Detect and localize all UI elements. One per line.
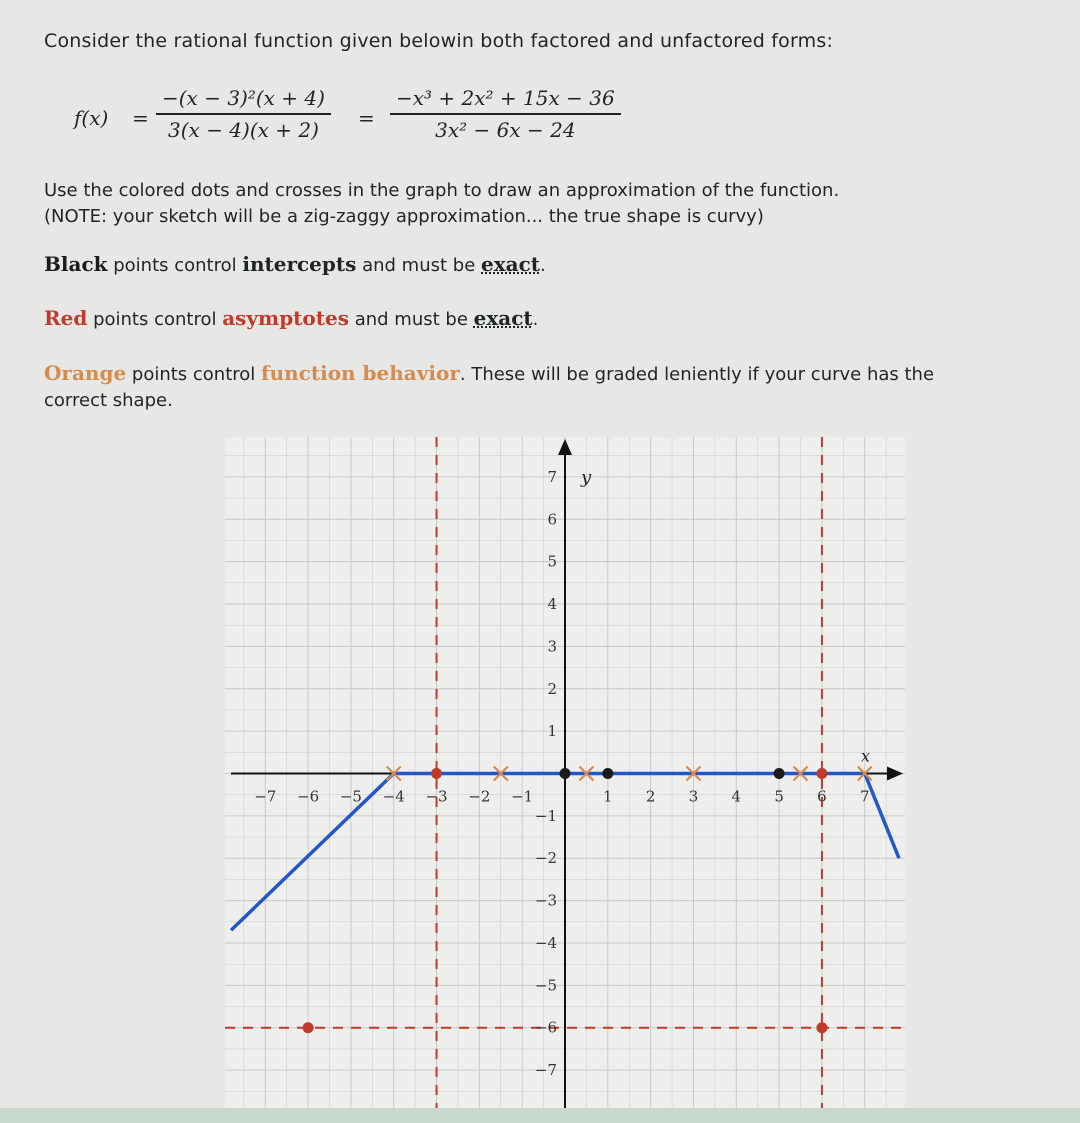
rule-black-middle: points control <box>107 255 243 276</box>
factored-fraction <box>156 86 331 142</box>
black-intercept-point[interactable] <box>602 768 613 779</box>
factored-numerator: −(x − 3)²(x + 4) <box>162 86 325 110</box>
x-tick-label: −5 <box>339 787 362 806</box>
y-tick-label: 5 <box>547 552 557 571</box>
black-intercept-point[interactable] <box>560 768 571 779</box>
red-asymptote-point[interactable] <box>303 1022 314 1033</box>
red-asymptote-point[interactable] <box>816 1022 827 1033</box>
intro-text: Consider the rational function given belowin both factored and unfactored forms: <box>44 30 834 52</box>
instructions <box>44 178 839 230</box>
rule-red-target: asymptotes <box>222 306 349 330</box>
x-tick-label: −4 <box>382 787 405 806</box>
rule-orange-middle: points control <box>126 364 262 385</box>
function-name: f(x) <box>74 106 109 130</box>
rule-red-tail: and must be <box>348 309 474 330</box>
rule-black-exact: exact <box>481 252 541 276</box>
equals-sign-2: = <box>358 106 375 130</box>
unfactored-fraction <box>390 86 621 142</box>
x-axis-label: x <box>861 746 871 766</box>
interactive-graph[interactable] <box>225 437 905 1110</box>
rule-red <box>44 306 538 330</box>
rule-black-end: . <box>540 255 546 276</box>
factored-denominator: 3(x − 4)(x + 2) <box>168 117 319 142</box>
red-asymptote-point[interactable] <box>816 768 827 779</box>
x-tick-label: 4 <box>731 787 742 806</box>
x-tick-label: −1 <box>511 787 534 806</box>
x-tick-label: −2 <box>468 787 491 806</box>
black-intercept-point[interactable] <box>774 768 785 779</box>
rule-red-exact: exact <box>473 306 533 330</box>
y-tick-label: 1 <box>547 722 557 741</box>
x-tick-label: 5 <box>774 787 784 806</box>
y-tick-label: 6 <box>547 510 557 529</box>
x-tick-label: −7 <box>254 787 277 806</box>
y-tick-label: −3 <box>534 891 557 910</box>
y-tick-label: 4 <box>547 595 557 614</box>
x-tick-label: 2 <box>645 787 656 806</box>
equals-sign: = <box>132 106 149 130</box>
instruction-line-1: Use the colored dots and crosses in the graph to draw an approximation of the function. <box>44 180 840 201</box>
rule-orange-tail: . These will be graded leniently if your curve has the <box>459 364 935 385</box>
x-tick-label: 1 <box>603 787 613 806</box>
rule-black-target: intercepts <box>242 252 357 276</box>
footer-bar <box>0 1108 1080 1123</box>
y-tick-label: 3 <box>547 637 557 656</box>
y-tick-label: −4 <box>534 933 557 952</box>
x-tick-label: 6 <box>817 787 827 806</box>
rule-red-color-word: Red <box>44 306 88 330</box>
x-tick-label: −6 <box>297 787 320 806</box>
rule-orange <box>44 360 934 414</box>
rule-orange-target: function behavior <box>261 361 460 385</box>
y-tick-label: −5 <box>534 976 557 995</box>
unfactored-numerator: −x³ + 2x² + 15x − 36 <box>396 86 615 110</box>
unfactored-denominator: 3x² − 6x − 24 <box>435 117 576 142</box>
y-tick-label: −7 <box>534 1061 557 1080</box>
rule-orange-color-word: Orange <box>44 361 127 385</box>
y-tick-label: 2 <box>547 679 557 698</box>
instruction-line-2: (NOTE: your sketch will be a zig-zaggy approximation... the true shape is curvy) <box>44 206 764 227</box>
rule-black <box>44 252 546 276</box>
rule-orange-line-2: correct shape. <box>44 390 173 411</box>
y-tick-label: −2 <box>534 849 557 868</box>
x-tick-label: 7 <box>859 787 870 806</box>
y-tick-label: −6 <box>534 1018 557 1037</box>
y-tick-label: −1 <box>534 806 557 825</box>
red-asymptote-point[interactable] <box>431 768 442 779</box>
rule-black-color-word: Black <box>44 252 108 276</box>
y-tick-label: 7 <box>547 467 557 486</box>
y-axis-label: y <box>581 466 592 488</box>
x-tick-label: 3 <box>688 787 699 806</box>
rule-red-middle: points control <box>87 309 223 330</box>
x-tick-label: −3 <box>425 787 448 806</box>
rule-black-tail: and must be <box>356 255 482 276</box>
rule-red-end: . <box>532 309 539 330</box>
